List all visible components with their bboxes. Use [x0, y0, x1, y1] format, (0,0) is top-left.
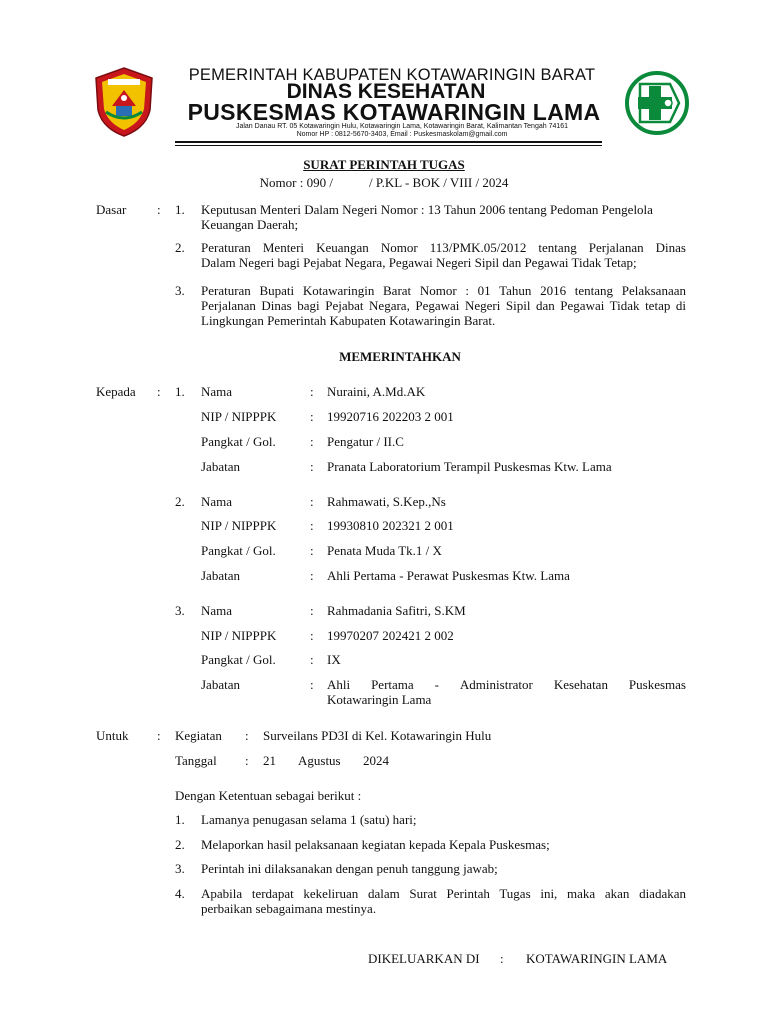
person-nama: Nuraini, A.Md.AK	[327, 384, 426, 399]
tanggal-year: 2024	[363, 753, 389, 768]
tanggal-month: Agustus	[298, 753, 341, 768]
person-number: 3.	[175, 603, 185, 618]
field-label-jabatan: Jabatan	[201, 568, 240, 583]
person-nama: Rahmadania Safitri, S.KM	[327, 603, 466, 618]
field-colon: :	[310, 494, 314, 509]
field-label-nip: NIP / NIPPPK	[201, 628, 277, 643]
ketentuan-number: 4.	[175, 886, 185, 901]
letterhead-divider-thin	[175, 145, 602, 146]
field-label-pangkat: Pangkat / Gol.	[201, 434, 276, 449]
person-jabatan: Ahli Pertama - Perawat Puskesmas Ktw. Lama	[327, 568, 570, 583]
letterhead-department: DINAS KESEHATAN	[286, 80, 486, 103]
kegiatan-colon: :	[245, 728, 249, 743]
letterhead-contact: Nomor HP : 0812-5670-3403, Email : Puskesmaskolam@gmail.com	[296, 131, 508, 138]
dasar-colon: :	[157, 202, 161, 217]
ketentuan-number: 1.	[175, 812, 185, 827]
kepada-label: Kepada	[96, 384, 136, 399]
person-pangkat: Penata Muda Tk.1 / X	[327, 543, 442, 558]
field-colon: :	[310, 568, 314, 583]
field-colon: :	[310, 603, 314, 618]
dasar-item-2: Peraturan Menteri Keuangan Nomor 113/PMK.05/2012 tentang Perjalanan Dinas Dalam Negeri bagi Pejabat Negara, Pegawai Negeri Sipil dan Pegawai Tidak Tetap;	[201, 240, 686, 270]
field-colon: :	[310, 384, 314, 399]
kegiatan-label: Kegiatan	[175, 728, 222, 743]
dasar-item-number: 2.	[175, 240, 185, 255]
field-label-pangkat: Pangkat / Gol.	[201, 543, 276, 558]
person-pangkat: Pengatur / II.C	[327, 434, 404, 449]
field-colon: :	[310, 518, 314, 533]
field-label-nama: Nama	[201, 384, 233, 399]
dasar-item-number: 3.	[175, 283, 185, 298]
field-colon: :	[310, 543, 314, 558]
person-jabatan: Ahli Pertama - Administrator Kesehatan Puskesmas Kotawaringin Lama	[327, 677, 686, 707]
untuk-colon: :	[157, 728, 161, 743]
dasar-item-number: 1.	[175, 202, 185, 217]
field-label-jabatan: Jabatan	[201, 677, 240, 692]
letterhead-divider	[175, 141, 602, 143]
person-jabatan: Pranata Laboratorium Terampil Puskesmas Ktw. Lama	[327, 459, 612, 474]
field-colon: :	[310, 652, 314, 667]
field-label-jabatan: Jabatan	[201, 459, 240, 474]
untuk-label: Untuk	[96, 728, 129, 743]
issued-label: DIKELUARKAN DI	[368, 951, 480, 966]
person-nip: 19920716 202203 2 001	[327, 409, 454, 424]
person-nama: Rahmawati, S.Kep.,Ns	[327, 494, 446, 509]
command-heading: MEMERINTAHKAN	[339, 349, 461, 364]
ketentuan-item-1: Lamanya penugasan selama 1 (satu) hari;	[201, 812, 417, 827]
person-number: 1.	[175, 384, 185, 399]
document-title: SURAT PERINTAH TUGAS	[303, 157, 465, 172]
letterhead-address: Jalan Danau RT. 05 Kotawaringin Hulu, Kotawaringin Lama, Kotawaringin Barat, Kalimantan Tengah 74161	[235, 123, 569, 130]
field-label-pangkat: Pangkat / Gol.	[201, 652, 276, 667]
field-label-nama: Nama	[201, 603, 233, 618]
dasar-item-3: Peraturan Bupati Kotawaringin Barat Nomor : 01 Tahun 2016 tentang Pelaksanaan Perjalanan Dinas bagi Pejabat Negara, Pegawai Negeri Sipil dan Pegawai Tidak tetap di Lingkungan Pemerintah Kabupaten Kotawaringin Barat.	[201, 283, 686, 328]
field-colon: :	[310, 434, 314, 449]
letterhead-institution: PUSKESMAS KOTAWARINGIN LAMA	[187, 99, 601, 125]
document-number: Nomor : 090 / / P.KL - BOK / VIII / 2024	[259, 175, 509, 190]
dasar-item-1: Keputusan Menteri Dalam Negeri Nomor : 13 Tahun 2006 tentang Pedoman Pengelola Keuangan Daerah;	[201, 202, 653, 232]
tanggal-label: Tanggal	[175, 753, 217, 768]
ketentuan-item-2: Melaporkan hasil pelaksanaan kegiatan kepada Kepala Puskesmas;	[201, 837, 550, 852]
issued-location: KOTAWARINGIN LAMA	[526, 951, 668, 966]
tanggal-day: 21	[263, 753, 276, 768]
ketentuan-number: 2.	[175, 837, 185, 852]
ketentuan-item-4: Apabila terdapat kekeliruan dalam Surat Perintah Tugas ini, maka akan diadakan perbaikan sebagaimana mestinya.	[201, 886, 686, 916]
ketentuan-item-3: Perintah ini dilaksanakan dengan penuh tanggung jawab;	[201, 861, 498, 876]
ketentuan-number: 3.	[175, 861, 185, 876]
field-label-nama: Nama	[201, 494, 233, 509]
field-colon: :	[310, 459, 314, 474]
field-colon: :	[310, 677, 314, 692]
person-nip: 19930810 202321 2 001	[327, 518, 454, 533]
field-label-nip: NIP / NIPPPK	[201, 409, 277, 424]
dasar-label: Dasar	[96, 202, 127, 217]
kegiatan-value: Surveilans PD3I di Kel. Kotawaringin Hulu	[263, 728, 492, 743]
person-pangkat: IX	[327, 652, 341, 667]
field-colon: :	[310, 628, 314, 643]
issued-colon: :	[500, 951, 504, 966]
tanggal-colon: :	[245, 753, 249, 768]
field-label-nip: NIP / NIPPPK	[201, 518, 277, 533]
person-nip: 19970207 202421 2 002	[327, 628, 454, 643]
letterhead-government: PEMERINTAH KABUPATEN KOTAWARINGIN BARAT	[188, 66, 596, 84]
person-number: 2.	[175, 494, 185, 509]
ketentuan-intro: Dengan Ketentuan sebagai berikut :	[175, 788, 362, 803]
kepada-colon: :	[157, 384, 161, 399]
field-colon: :	[310, 409, 314, 424]
